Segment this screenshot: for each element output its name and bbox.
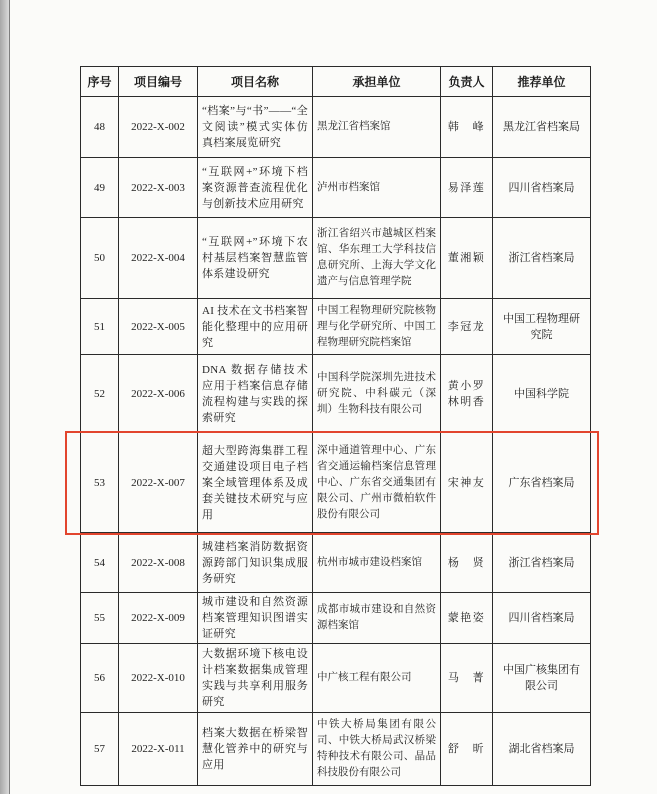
cell-seq: 48: [81, 97, 119, 158]
cell-project-name: 城市建设和自然资源档案管理知识图谱实证研究: [198, 593, 313, 644]
cell-recommending-unit: 浙江省档案局: [493, 218, 591, 299]
cell-leader: 易泽莲: [441, 158, 493, 218]
cell-undertaking-unit: 中广核工程有限公司: [313, 644, 441, 713]
cell-seq: 56: [81, 644, 119, 713]
cell-project-code: 2022-X-002: [119, 97, 198, 158]
cell-seq: 50: [81, 218, 119, 299]
cell-leader: 董湘颖: [441, 218, 493, 299]
table-row: [81, 593, 591, 644]
cell-seq: 57: [81, 713, 119, 786]
cell-undertaking-unit: 深中通道管理中心、广东省交通运输档案信息管理中心、广东省交通集团有限公司、广州市微柏软件股份有限公司: [313, 433, 441, 533]
cell-undertaking-unit: 中铁大桥局集团有限公司、中铁大桥局武汉桥梁特种技术有限公司、晶品科技股份有限公司: [313, 713, 441, 786]
cell-project-name: AI 技术在文书档案智能化整理中的应用研究: [198, 299, 313, 355]
cell-project-name: 大数据环境下核电设计档案数据集成管理实践与共享利用服务研究: [198, 644, 313, 713]
cell-project-code: 2022-X-003: [119, 158, 198, 218]
cell-recommending-unit: 中国科学院: [493, 355, 591, 433]
cell-leader: 马 菁: [441, 644, 493, 713]
cell-seq: 51: [81, 299, 119, 355]
cell-seq: 52: [81, 355, 119, 433]
cell-project-code: 2022-X-004: [119, 218, 198, 299]
table-header: [81, 67, 591, 97]
cell-undertaking-unit: 中国工程物理研究院核物理与化学研究所、中国工程物理研究院档案馆: [313, 299, 441, 355]
cell-recommending-unit: 中国广核集团有限公司: [493, 644, 591, 713]
cell-seq: 49: [81, 158, 119, 218]
cell-seq: 55: [81, 593, 119, 644]
cell-recommending-unit: 湖北省档案局: [493, 713, 591, 786]
table-row: [81, 299, 591, 355]
cell-undertaking-unit: 成都市城市建设和自然资源档案馆: [313, 593, 441, 644]
cell-project-code: 2022-X-005: [119, 299, 198, 355]
cell-seq: 53: [81, 433, 119, 533]
project-table: [80, 66, 591, 786]
cell-recommending-unit: 四川省档案局: [493, 593, 591, 644]
cell-leader: 蒙艳姿: [441, 593, 493, 644]
table-row: [81, 644, 591, 713]
cell-project-code: 2022-X-008: [119, 533, 198, 593]
cell-undertaking-unit: 浙江省绍兴市越城区档案馆、华东理工大学科技信息研究所、上海大学文化遗产与信息管理学院: [313, 218, 441, 299]
header-leader: 负责人: [441, 67, 493, 97]
page-edge-shadow: [0, 0, 10, 794]
cell-project-name: 档案大数据在桥梁智慧化管养中的研究与应用: [198, 713, 313, 786]
cell-project-name: DNA 数据存储技术应用于档案信息存储流程构建与实践的探索研究: [198, 355, 313, 433]
cell-project-name: “互联网+”环境下档案资源普查流程优化与创新技术应用研究: [198, 158, 313, 218]
cell-recommending-unit: 广东省档案局: [493, 433, 591, 533]
header-project-code: 项目编号: [119, 67, 198, 97]
cell-recommending-unit: 浙江省档案局: [493, 533, 591, 593]
cell-project-code: 2022-X-011: [119, 713, 198, 786]
cell-project-name: 超大型跨海集群工程交通建设项目电子档案全域管理体系及成套关键技术研究与应用: [198, 433, 313, 533]
cell-recommending-unit: 四川省档案局: [493, 158, 591, 218]
cell-leader: 黄小罗 林明香: [441, 355, 493, 433]
header-project-name: 项目名称: [198, 67, 313, 97]
cell-leader: 宋神友: [441, 433, 493, 533]
cell-leader: 杨 贤: [441, 533, 493, 593]
cell-undertaking-unit: 黑龙江省档案馆: [313, 97, 441, 158]
table-row: [81, 533, 591, 593]
header-seq: 序号: [81, 67, 119, 97]
header-undertaking-unit: 承担单位: [313, 67, 441, 97]
cell-undertaking-unit: 中国科学院深圳先进技术研究院、中科碳元（深圳）生物科技有限公司: [313, 355, 441, 433]
cell-project-code: 2022-X-009: [119, 593, 198, 644]
table-row-highlighted: [81, 433, 591, 533]
cell-leader: 韩 峰: [441, 97, 493, 158]
cell-project-name: 城建档案消防数据资源跨部门知识集成服务研究: [198, 533, 313, 593]
table-row: [81, 97, 591, 158]
cell-project-code: 2022-X-007: [119, 433, 198, 533]
cell-leader: 李冠龙: [441, 299, 493, 355]
cell-leader: 舒 昕: [441, 713, 493, 786]
header-recommending-unit: 推荐单位: [493, 67, 591, 97]
table-body: [81, 97, 591, 786]
table-row: [81, 158, 591, 218]
cell-seq: 54: [81, 533, 119, 593]
header-row: [81, 67, 591, 97]
cell-project-name: “档案”与“书”——“全文阅读”模式实体仿真档案展览研究: [198, 97, 313, 158]
cell-project-code: 2022-X-010: [119, 644, 198, 713]
cell-project-name: “互联网+”环境下农村基层档案智慧监管体系建设研究: [198, 218, 313, 299]
cell-project-code: 2022-X-006: [119, 355, 198, 433]
table-row: [81, 218, 591, 299]
cell-undertaking-unit: 泸州市档案馆: [313, 158, 441, 218]
cell-recommending-unit: 中国工程物理研究院: [493, 299, 591, 355]
table-row: [81, 355, 591, 433]
cell-recommending-unit: 黑龙江省档案局: [493, 97, 591, 158]
table-row: [81, 713, 591, 786]
cell-undertaking-unit: 杭州市城市建设档案馆: [313, 533, 441, 593]
